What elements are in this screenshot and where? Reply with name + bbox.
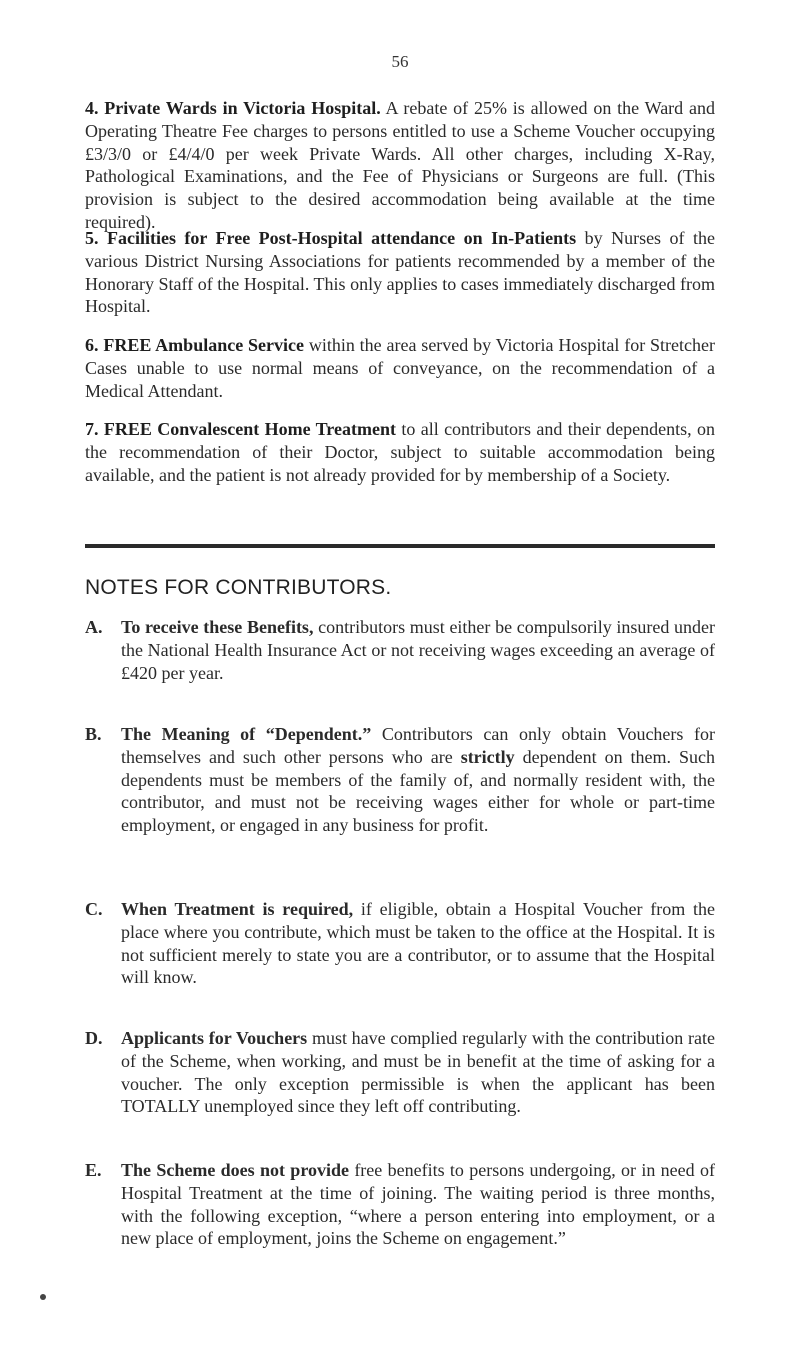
note-d-text: must have complied regularly with the contribution rate of the Scheme, when working, and must be in benefit at the time of asking for a voucher. The only exception permissible is when the applicant has been TOTALLY unemployed since they left off contributing. xyxy=(121,1028,716,1117)
item-6-text: within the area served by Victoria Hospital for Stretcher Cases unable to use normal means of conveyance, on the recommendation of a Medical Attendant. xyxy=(85,335,715,401)
note-a-intro: To receive these Benefits, xyxy=(121,617,314,637)
note-c xyxy=(85,898,715,989)
note-c-text: if eligible, obtain a Hospital Voucher from the place where you contribute, which must be taken to the office at the Hospital. It is not sufficient merely to state you are a contributor, or to assume that the Hospital will know. xyxy=(121,899,716,988)
note-d xyxy=(85,1027,715,1118)
item-6-title: 6. FREE Ambulance Service xyxy=(85,335,304,355)
item-4-private-wards xyxy=(85,97,715,234)
note-a-text: contributors must either be compulsorily insured under the National Health Insurance Act or not receiving wages exceeding an average of £420 per year. xyxy=(121,617,716,683)
note-b-strong: strictly xyxy=(460,746,515,767)
notes-heading: NOTES FOR CONTRIBUTORS. xyxy=(85,576,392,599)
note-b-intro: The Meaning of “Dependent.” xyxy=(121,724,372,744)
item-5-title: 5. Facilities for Free Post-Hospital attendance on In-Patients xyxy=(85,228,577,248)
note-e-text: free benefits to persons undergoing, or in need of Hospital Treatment at the time of joining. The waiting period is three months, with the following exception, “where a person entering into employment, or a new place of employment, joins the Scheme on engagement.” xyxy=(121,1160,715,1249)
note-e xyxy=(85,1159,715,1250)
note-c-intro: When Treatment is required, xyxy=(121,899,354,919)
item-4-text: A rebate of 25% is allowed on the Ward and Operating Theatre Fee charges to persons entitled to use a Scheme Voucher occupying £3/3/0 or £4/4/0 per week Private Wards. All other charges, including X-Ray, Pathological Examinations, and the Fee of Physicians or Surgeons are full. (This provision is subject to the desired accommodation being available at the time required). xyxy=(85,98,715,232)
note-b xyxy=(85,723,715,837)
page-number: 56 xyxy=(391,52,409,71)
item-7-convalescent-home xyxy=(85,418,715,486)
item-7-text: to all contributors and their dependents, on the recommendation of their Doctor, subject to suitable accommodation being available, and the patient is not already provided for by membership of a Society. xyxy=(85,419,715,485)
item-6-ambulance-service xyxy=(85,334,715,402)
item-7-title: 7. FREE Convalescent Home Treatment xyxy=(85,419,396,439)
note-e-letter: E. xyxy=(85,1160,102,1180)
item-5-post-hospital-attendance xyxy=(85,227,715,318)
margin-dot xyxy=(40,1294,46,1300)
note-e-intro: The Scheme does not provide xyxy=(121,1160,349,1180)
note-d-intro: Applicants for Vouchers xyxy=(121,1028,308,1048)
section-divider xyxy=(85,544,715,548)
note-b-letter: B. xyxy=(85,724,102,744)
item-5-text: by Nurses of the various District Nursing Associations for patients recommended by a member of the Honorary Staff of the Hospital. This only applies to cases immediately discharged from Hospital. xyxy=(85,228,715,317)
item-4-title: 4. Private Wards in Victoria Hospital. xyxy=(85,98,381,118)
note-c-letter: C. xyxy=(85,899,103,919)
note-d-letter: D. xyxy=(85,1028,103,1048)
note-a xyxy=(85,616,715,684)
note-b-text-2: dependent on them. Such dependents must be members of the family of, and normally resident with, the contributor, and must not be receiving wages either for whole or part-time employment, or engaged in any business for profit. xyxy=(121,746,715,836)
note-a-letter: A. xyxy=(85,617,103,637)
note-b-text-1: Contributors can only obtain Vouchers for themselves and such other persons who are xyxy=(121,724,715,767)
